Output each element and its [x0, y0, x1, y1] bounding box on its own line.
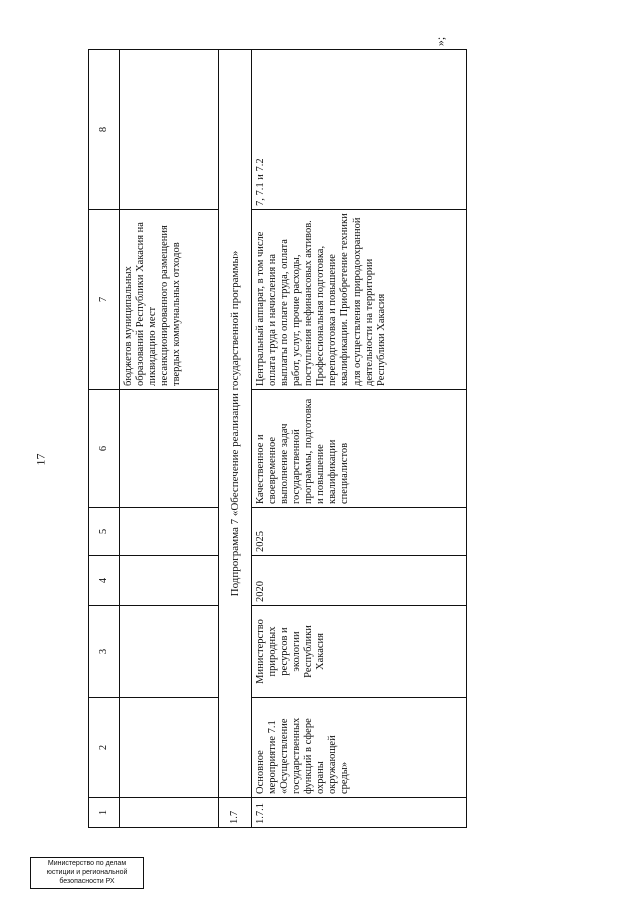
row-result: Качественное и своевременное выполнение задач государственной программы, подготовка и повышение квалификации специалистов [252, 390, 467, 508]
row-directions: Центральный аппарат, в том числе оплата труда и начисления на выплаты по оплате труда, оплата работ, услуг, прочие расходы, поступления нефинансовых активов. Профессиональная подготовка, переподготовка и повышение квалификации. Приобретение техники для осуществления природоохранной деятельности на территории Республики Хакасия [252, 210, 467, 390]
page-number: 17 [33, 453, 48, 466]
header-cell: 8 [89, 50, 120, 210]
row-end-year: 2025 [252, 508, 467, 556]
ministry-stamp [30, 857, 144, 889]
stamp-line: Министерство по делам [47, 860, 127, 867]
subprogram-row [219, 50, 252, 828]
header-cell: 7 [89, 210, 120, 390]
continuation-text: бюджетов муниципальных образований Республики Хакасия на ликвидацию мест несанкционированного размещения твердых коммунальных отходов [120, 210, 219, 390]
row-executor: Министерство природных ресурсов и экологии Республики Хакасия [252, 606, 467, 698]
row-name: Основное мероприятие 7.1 «Осуществление государственных функций в сфере охраны окружающей среды» [252, 698, 467, 798]
row-start-year: 2020 [252, 556, 467, 606]
stamp-line: юстиции и региональной [46, 868, 128, 876]
header-cell: 6 [89, 390, 120, 508]
table-row [252, 50, 467, 828]
header-cell: 4 [89, 556, 120, 606]
header-cell: 3 [89, 606, 120, 698]
closing-quote-mark: »; [433, 36, 448, 47]
stamp-line: безопасности РХ [59, 877, 115, 885]
program-table [88, 49, 467, 828]
header-cell: 1 [89, 798, 120, 828]
row-indicators: 7, 7.1 и 7.2 [252, 50, 467, 210]
header-row [89, 50, 120, 828]
subprogram-number: 1.7 [219, 798, 252, 828]
row-number: 1.7.1 [252, 798, 467, 828]
rotated-table-container [88, 50, 466, 828]
continuation-row [120, 50, 219, 828]
header-cell: 2 [89, 698, 120, 798]
subprogram-title: Подпрограмма 7 «Обеспечение реализации государственной программы» [219, 50, 252, 798]
header-cell: 5 [89, 508, 120, 556]
